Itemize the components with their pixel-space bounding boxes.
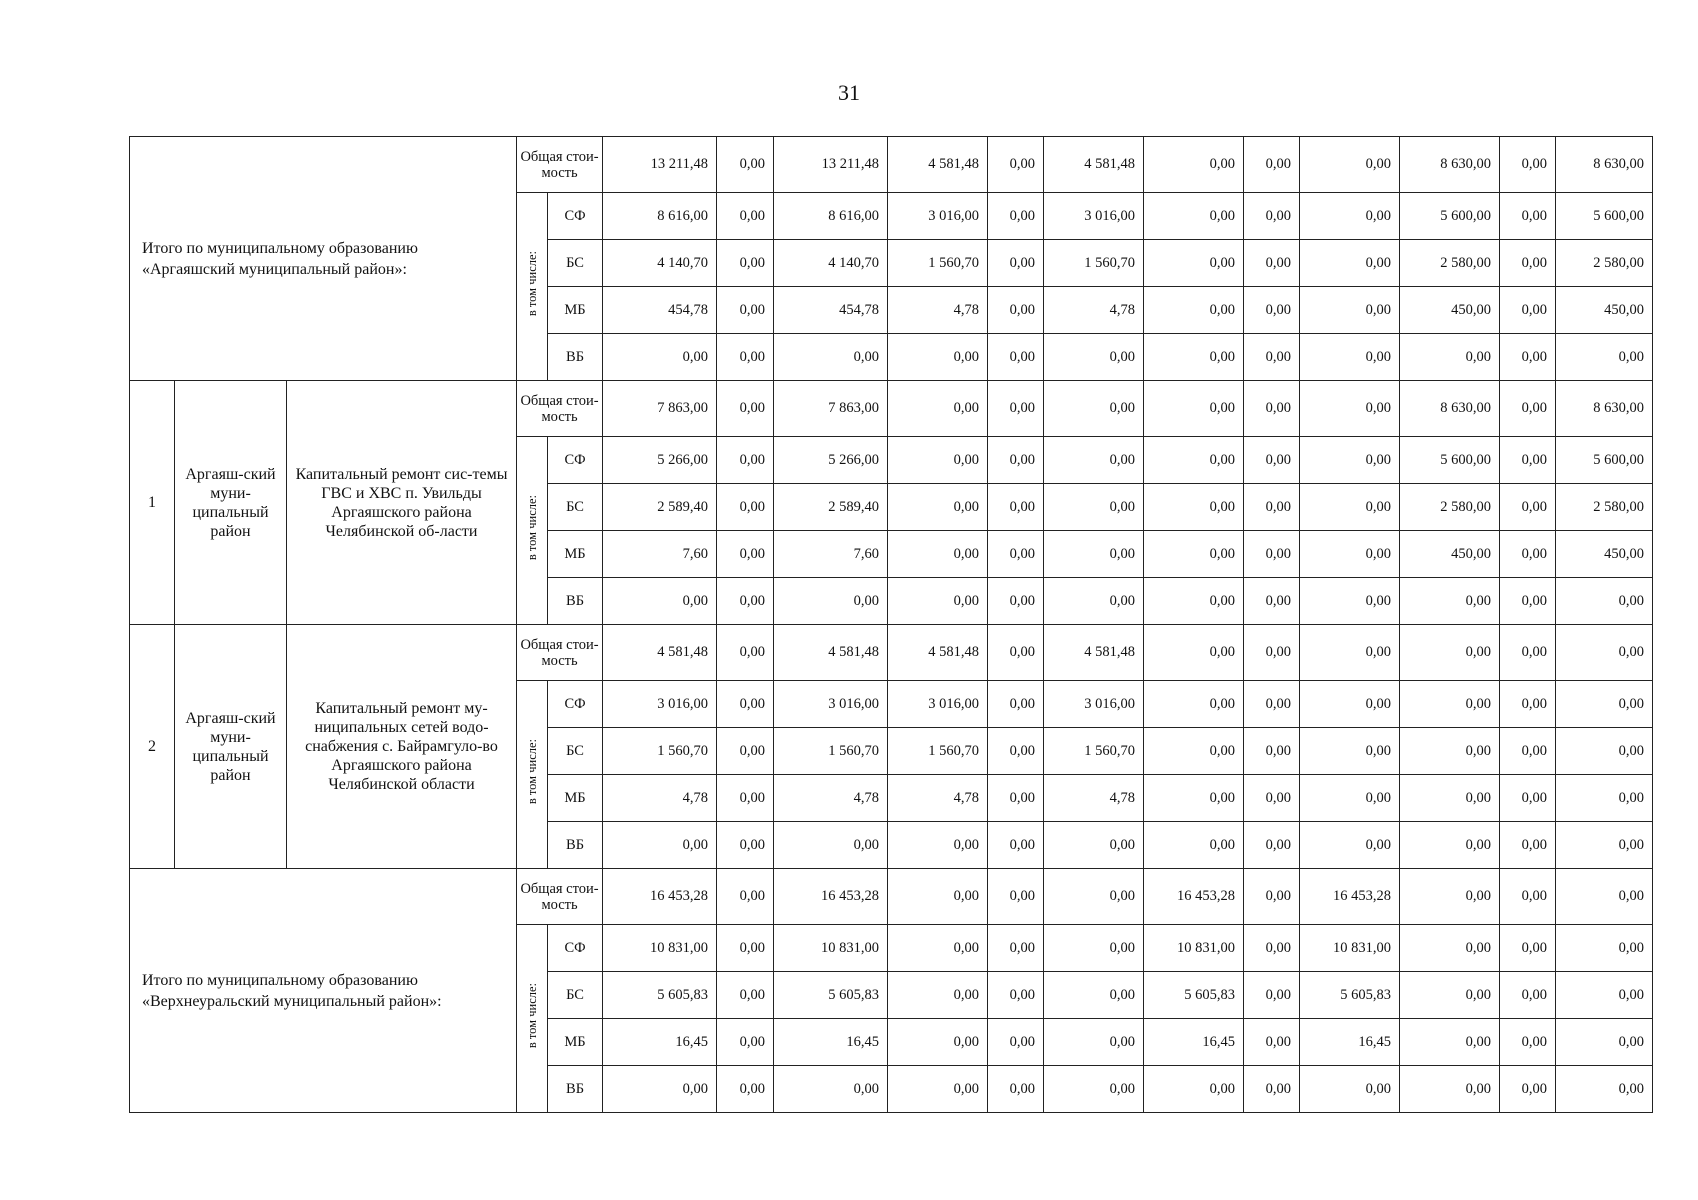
- value-cell: 0,00: [717, 869, 774, 925]
- value-cell: 8 630,00: [1400, 137, 1500, 193]
- value-cell: 0,00: [988, 775, 1044, 822]
- value-cell: 5 266,00: [774, 437, 888, 484]
- value-cell: 0,00: [988, 869, 1044, 925]
- table-row: [130, 625, 1653, 681]
- value-cell: 0,00: [988, 240, 1044, 287]
- value-cell: 0,00: [1144, 775, 1244, 822]
- including-label-cell: [517, 681, 548, 869]
- value-cell: 0,00: [1144, 484, 1244, 531]
- value-cell: 0,00: [1556, 681, 1653, 728]
- table-row: [130, 137, 1653, 193]
- value-cell: 0,00: [717, 193, 774, 240]
- value-cell: 0,00: [1500, 137, 1556, 193]
- value-cell: 0,00: [888, 578, 988, 625]
- value-cell: 7,60: [774, 531, 888, 578]
- value-cell: 0,00: [1144, 728, 1244, 775]
- budget-table: [129, 136, 1653, 1113]
- value-cell: 0,00: [1500, 925, 1556, 972]
- value-cell: 0,00: [1300, 681, 1400, 728]
- value-cell: 3 016,00: [888, 193, 988, 240]
- value-cell: 0,00: [888, 972, 988, 1019]
- value-cell: 7 863,00: [603, 381, 717, 437]
- value-cell: 0,00: [1044, 334, 1144, 381]
- value-cell: 1 560,70: [1044, 728, 1144, 775]
- value-cell: 0,00: [1244, 681, 1300, 728]
- value-cell: 0,00: [1400, 1019, 1500, 1066]
- value-cell: 16,45: [1144, 1019, 1244, 1066]
- value-cell: 3 016,00: [1044, 681, 1144, 728]
- funding-source-label: СФ: [548, 681, 603, 728]
- value-cell: 0,00: [717, 381, 774, 437]
- value-cell: 16 453,28: [1144, 869, 1244, 925]
- value-cell: 0,00: [988, 334, 1044, 381]
- value-cell: 0,00: [1500, 531, 1556, 578]
- value-cell: 0,00: [1556, 822, 1653, 869]
- value-cell: 0,00: [1500, 334, 1556, 381]
- value-cell: 0,00: [1144, 334, 1244, 381]
- value-cell: 0,00: [888, 381, 988, 437]
- value-cell: 0,00: [774, 822, 888, 869]
- value-cell: 5 600,00: [1400, 193, 1500, 240]
- value-cell: 0,00: [988, 137, 1044, 193]
- value-cell: 0,00: [1300, 728, 1400, 775]
- table-row: [130, 381, 1653, 437]
- value-cell: 0,00: [988, 1019, 1044, 1066]
- value-cell: 0,00: [774, 334, 888, 381]
- value-cell: 7 863,00: [774, 381, 888, 437]
- value-cell: 0,00: [1144, 531, 1244, 578]
- value-cell: 0,00: [1244, 287, 1300, 334]
- value-cell: 5 605,83: [1300, 972, 1400, 1019]
- value-cell: 0,00: [1244, 437, 1300, 484]
- value-cell: 0,00: [1144, 681, 1244, 728]
- value-cell: 0,00: [603, 334, 717, 381]
- value-cell: 0,00: [888, 822, 988, 869]
- value-cell: 0,00: [717, 578, 774, 625]
- value-cell: 0,00: [717, 972, 774, 1019]
- value-cell: 13 211,48: [774, 137, 888, 193]
- value-cell: 0,00: [1144, 287, 1244, 334]
- value-cell: 0,00: [1300, 287, 1400, 334]
- value-cell: 0,00: [1400, 925, 1500, 972]
- value-cell: 4,78: [888, 775, 988, 822]
- value-cell: 8 616,00: [603, 193, 717, 240]
- value-cell: 0,00: [1244, 869, 1300, 925]
- total-cost-label: Общая стои-мость: [517, 137, 603, 193]
- row-number: 2: [130, 625, 175, 869]
- value-cell: 0,00: [1244, 972, 1300, 1019]
- value-cell: 2 589,40: [774, 484, 888, 531]
- funding-source-label: МБ: [548, 775, 603, 822]
- value-cell: 0,00: [1300, 625, 1400, 681]
- page-number: 31: [838, 80, 860, 105]
- municipality-name: Аргаяш-ский муни-ципальный район: [175, 381, 287, 625]
- value-cell: 450,00: [1556, 287, 1653, 334]
- value-cell: 0,00: [1044, 437, 1144, 484]
- funding-source-label: БС: [548, 728, 603, 775]
- value-cell: 0,00: [1556, 775, 1653, 822]
- value-cell: 0,00: [888, 531, 988, 578]
- value-cell: 8 616,00: [774, 193, 888, 240]
- value-cell: 0,00: [1244, 334, 1300, 381]
- value-cell: 0,00: [988, 381, 1044, 437]
- value-cell: 450,00: [1400, 531, 1500, 578]
- value-cell: 0,00: [1500, 728, 1556, 775]
- value-cell: 4,78: [1044, 287, 1144, 334]
- value-cell: 0,00: [1400, 1066, 1500, 1113]
- funding-source-label: БС: [548, 484, 603, 531]
- value-cell: 1 560,70: [1044, 240, 1144, 287]
- value-cell: 0,00: [1044, 484, 1144, 531]
- value-cell: 0,00: [1500, 578, 1556, 625]
- funding-source-label: БС: [548, 972, 603, 1019]
- value-cell: 0,00: [888, 437, 988, 484]
- value-cell: 1 560,70: [603, 728, 717, 775]
- value-cell: 5 605,83: [774, 972, 888, 1019]
- value-cell: 5 600,00: [1400, 437, 1500, 484]
- value-cell: 0,00: [1044, 578, 1144, 625]
- value-cell: 8 630,00: [1556, 137, 1653, 193]
- value-cell: 0,00: [1300, 578, 1400, 625]
- value-cell: 3 016,00: [888, 681, 988, 728]
- funding-source-label: ВБ: [548, 334, 603, 381]
- value-cell: 0,00: [717, 334, 774, 381]
- value-cell: 0,00: [717, 728, 774, 775]
- object-description: Капитальный ремонт сис-темы ГВС и ХВС п. Увильды Аргаяшского района Челябинской об-ласти: [287, 381, 517, 625]
- value-cell: 0,00: [1244, 925, 1300, 972]
- value-cell: 0,00: [1556, 1019, 1653, 1066]
- value-cell: 16 453,28: [603, 869, 717, 925]
- value-cell: 0,00: [888, 484, 988, 531]
- including-label: в том числе:: [524, 739, 539, 805]
- value-cell: 4 581,48: [774, 625, 888, 681]
- value-cell: 0,00: [1044, 531, 1144, 578]
- value-cell: 0,00: [1244, 240, 1300, 287]
- value-cell: 0,00: [1244, 1066, 1300, 1113]
- value-cell: 0,00: [603, 1066, 717, 1113]
- value-cell: 0,00: [1556, 925, 1653, 972]
- value-cell: 0,00: [988, 287, 1044, 334]
- value-cell: 0,00: [1300, 137, 1400, 193]
- value-cell: 0,00: [1244, 625, 1300, 681]
- value-cell: 0,00: [1300, 775, 1400, 822]
- value-cell: 4 581,48: [603, 625, 717, 681]
- total-cost-label: Общая стои-мость: [517, 625, 603, 681]
- value-cell: 16,45: [1300, 1019, 1400, 1066]
- including-label-cell: [517, 437, 548, 625]
- including-label: в том числе:: [524, 983, 539, 1049]
- value-cell: 0,00: [603, 822, 717, 869]
- value-cell: 0,00: [717, 1066, 774, 1113]
- value-cell: 13 211,48: [603, 137, 717, 193]
- value-cell: 0,00: [717, 822, 774, 869]
- funding-source-label: СФ: [548, 437, 603, 484]
- including-label: в том числе:: [524, 251, 539, 317]
- value-cell: 4 581,48: [1044, 137, 1144, 193]
- value-cell: 0,00: [1500, 681, 1556, 728]
- value-cell: 4,78: [888, 287, 988, 334]
- value-cell: 0,00: [1044, 381, 1144, 437]
- value-cell: 0,00: [1300, 381, 1400, 437]
- funding-source-label: МБ: [548, 1019, 603, 1066]
- value-cell: 10 831,00: [603, 925, 717, 972]
- value-cell: 10 831,00: [1144, 925, 1244, 972]
- value-cell: 0,00: [1400, 334, 1500, 381]
- value-cell: 5 600,00: [1556, 437, 1653, 484]
- value-cell: 0,00: [1144, 437, 1244, 484]
- value-cell: 3 016,00: [774, 681, 888, 728]
- value-cell: 0,00: [1244, 775, 1300, 822]
- including-label-cell: [517, 193, 548, 381]
- value-cell: 16 453,28: [774, 869, 888, 925]
- value-cell: 0,00: [1300, 334, 1400, 381]
- summary-title: Итого по муниципальному образованию «Верхнеуральский муниципальный район»:: [130, 869, 517, 1113]
- value-cell: 0,00: [1500, 437, 1556, 484]
- value-cell: 0,00: [1144, 625, 1244, 681]
- value-cell: 0,00: [1500, 381, 1556, 437]
- value-cell: 0,00: [888, 1019, 988, 1066]
- value-cell: 0,00: [1144, 240, 1244, 287]
- value-cell: 0,00: [1556, 578, 1653, 625]
- value-cell: 0,00: [1500, 625, 1556, 681]
- value-cell: 4,78: [1044, 775, 1144, 822]
- value-cell: 16,45: [603, 1019, 717, 1066]
- value-cell: 0,00: [774, 578, 888, 625]
- value-cell: 0,00: [1500, 484, 1556, 531]
- value-cell: 0,00: [1244, 193, 1300, 240]
- value-cell: 0,00: [603, 578, 717, 625]
- value-cell: 0,00: [1500, 287, 1556, 334]
- value-cell: 0,00: [1300, 193, 1400, 240]
- value-cell: 0,00: [717, 1019, 774, 1066]
- funding-source-label: ВБ: [548, 1066, 603, 1113]
- value-cell: 0,00: [1500, 972, 1556, 1019]
- value-cell: 0,00: [717, 681, 774, 728]
- value-cell: 0,00: [1044, 1019, 1144, 1066]
- value-cell: 0,00: [1300, 240, 1400, 287]
- funding-source-label: ВБ: [548, 822, 603, 869]
- value-cell: 5 605,83: [603, 972, 717, 1019]
- value-cell: 0,00: [717, 240, 774, 287]
- funding-source-label: МБ: [548, 531, 603, 578]
- including-label-cell: [517, 925, 548, 1113]
- value-cell: 2 580,00: [1400, 484, 1500, 531]
- municipality-name: Аргаяш-ский муни-ципальный район: [175, 625, 287, 869]
- value-cell: 0,00: [1144, 137, 1244, 193]
- total-cost-label: Общая стои-мость: [517, 381, 603, 437]
- value-cell: 0,00: [1556, 1066, 1653, 1113]
- value-cell: 0,00: [1044, 925, 1144, 972]
- value-cell: 1 560,70: [774, 728, 888, 775]
- value-cell: 0,00: [1300, 531, 1400, 578]
- value-cell: 4 581,48: [888, 625, 988, 681]
- value-cell: 0,00: [888, 334, 988, 381]
- funding-source-label: МБ: [548, 287, 603, 334]
- value-cell: 0,00: [717, 484, 774, 531]
- value-cell: 2 589,40: [603, 484, 717, 531]
- value-cell: 0,00: [988, 578, 1044, 625]
- total-cost-label: Общая стои-мость: [517, 869, 603, 925]
- value-cell: 0,00: [988, 972, 1044, 1019]
- value-cell: 0,00: [1556, 972, 1653, 1019]
- value-cell: 0,00: [988, 193, 1044, 240]
- value-cell: 10 831,00: [774, 925, 888, 972]
- value-cell: 0,00: [1244, 381, 1300, 437]
- value-cell: 0,00: [717, 531, 774, 578]
- value-cell: 450,00: [1400, 287, 1500, 334]
- value-cell: 0,00: [774, 1066, 888, 1113]
- funding-source-label: СФ: [548, 193, 603, 240]
- including-label: в том числе:: [524, 495, 539, 561]
- value-cell: 0,00: [1144, 1066, 1244, 1113]
- value-cell: 0,00: [988, 681, 1044, 728]
- value-cell: 0,00: [1400, 972, 1500, 1019]
- value-cell: 0,00: [1044, 972, 1144, 1019]
- value-cell: 2 580,00: [1400, 240, 1500, 287]
- table-row: [130, 869, 1653, 925]
- value-cell: 1 560,70: [888, 728, 988, 775]
- value-cell: 0,00: [1244, 728, 1300, 775]
- value-cell: 0,00: [717, 775, 774, 822]
- value-cell: 0,00: [1244, 531, 1300, 578]
- value-cell: 16,45: [774, 1019, 888, 1066]
- value-cell: 0,00: [988, 822, 1044, 869]
- value-cell: 0,00: [1556, 625, 1653, 681]
- value-cell: 0,00: [988, 925, 1044, 972]
- value-cell: 7,60: [603, 531, 717, 578]
- value-cell: 0,00: [988, 728, 1044, 775]
- value-cell: 0,00: [988, 1066, 1044, 1113]
- value-cell: 0,00: [1244, 137, 1300, 193]
- funding-source-label: СФ: [548, 925, 603, 972]
- value-cell: 5 266,00: [603, 437, 717, 484]
- value-cell: 0,00: [1044, 1066, 1144, 1113]
- value-cell: 0,00: [1300, 1066, 1400, 1113]
- value-cell: 3 016,00: [1044, 193, 1144, 240]
- value-cell: 0,00: [1500, 869, 1556, 925]
- value-cell: 4 581,48: [888, 137, 988, 193]
- value-cell: 0,00: [988, 625, 1044, 681]
- value-cell: 0,00: [1400, 728, 1500, 775]
- value-cell: 0,00: [1556, 334, 1653, 381]
- value-cell: 0,00: [988, 531, 1044, 578]
- value-cell: 0,00: [1400, 775, 1500, 822]
- summary-title: Итого по муниципальному образованию «Аргаяшский муниципальный район»:: [130, 137, 517, 381]
- value-cell: 0,00: [1500, 1066, 1556, 1113]
- value-cell: 0,00: [888, 1066, 988, 1113]
- value-cell: 0,00: [1400, 681, 1500, 728]
- object-description: Капитальный ремонт му-ниципальных сетей водо-снабжения с. Байрамгуло-во Аргаяшского района Челябинской области: [287, 625, 517, 869]
- value-cell: 0,00: [1244, 578, 1300, 625]
- value-cell: 0,00: [1400, 625, 1500, 681]
- value-cell: 0,00: [1144, 193, 1244, 240]
- value-cell: 0,00: [988, 484, 1044, 531]
- value-cell: 2 580,00: [1556, 240, 1653, 287]
- value-cell: 8 630,00: [1556, 381, 1653, 437]
- value-cell: 16 453,28: [1300, 869, 1400, 925]
- value-cell: 454,78: [774, 287, 888, 334]
- value-cell: 0,00: [1500, 822, 1556, 869]
- value-cell: 0,00: [717, 925, 774, 972]
- value-cell: 1 560,70: [888, 240, 988, 287]
- value-cell: 0,00: [1144, 381, 1244, 437]
- value-cell: 450,00: [1556, 531, 1653, 578]
- value-cell: 0,00: [1400, 822, 1500, 869]
- value-cell: 0,00: [1500, 240, 1556, 287]
- value-cell: 0,00: [1556, 728, 1653, 775]
- value-cell: 0,00: [1500, 1019, 1556, 1066]
- value-cell: 0,00: [1144, 578, 1244, 625]
- value-cell: 0,00: [1400, 869, 1500, 925]
- value-cell: 0,00: [717, 437, 774, 484]
- value-cell: 5 600,00: [1556, 193, 1653, 240]
- value-cell: 0,00: [1244, 484, 1300, 531]
- value-cell: 5 605,83: [1144, 972, 1244, 1019]
- value-cell: 0,00: [1556, 869, 1653, 925]
- value-cell: 4 581,48: [1044, 625, 1144, 681]
- value-cell: 0,00: [1300, 822, 1400, 869]
- value-cell: 0,00: [717, 287, 774, 334]
- value-cell: 4,78: [603, 775, 717, 822]
- value-cell: 4,78: [774, 775, 888, 822]
- value-cell: 0,00: [1500, 775, 1556, 822]
- value-cell: 0,00: [1300, 484, 1400, 531]
- value-cell: 0,00: [1244, 822, 1300, 869]
- funding-source-label: БС: [548, 240, 603, 287]
- value-cell: 0,00: [1300, 437, 1400, 484]
- value-cell: 0,00: [1044, 869, 1144, 925]
- value-cell: 0,00: [1244, 1019, 1300, 1066]
- value-cell: 0,00: [1400, 578, 1500, 625]
- value-cell: 2 580,00: [1556, 484, 1653, 531]
- value-cell: 3 016,00: [603, 681, 717, 728]
- value-cell: 0,00: [1044, 822, 1144, 869]
- funding-source-label: ВБ: [548, 578, 603, 625]
- value-cell: 0,00: [717, 625, 774, 681]
- value-cell: 0,00: [1500, 193, 1556, 240]
- value-cell: 4 140,70: [774, 240, 888, 287]
- value-cell: 0,00: [888, 869, 988, 925]
- value-cell: 0,00: [988, 437, 1044, 484]
- value-cell: 8 630,00: [1400, 381, 1500, 437]
- value-cell: 4 140,70: [603, 240, 717, 287]
- value-cell: 10 831,00: [1300, 925, 1400, 972]
- value-cell: 0,00: [717, 137, 774, 193]
- value-cell: 454,78: [603, 287, 717, 334]
- row-number: 1: [130, 381, 175, 625]
- value-cell: 0,00: [1144, 822, 1244, 869]
- value-cell: 0,00: [888, 925, 988, 972]
